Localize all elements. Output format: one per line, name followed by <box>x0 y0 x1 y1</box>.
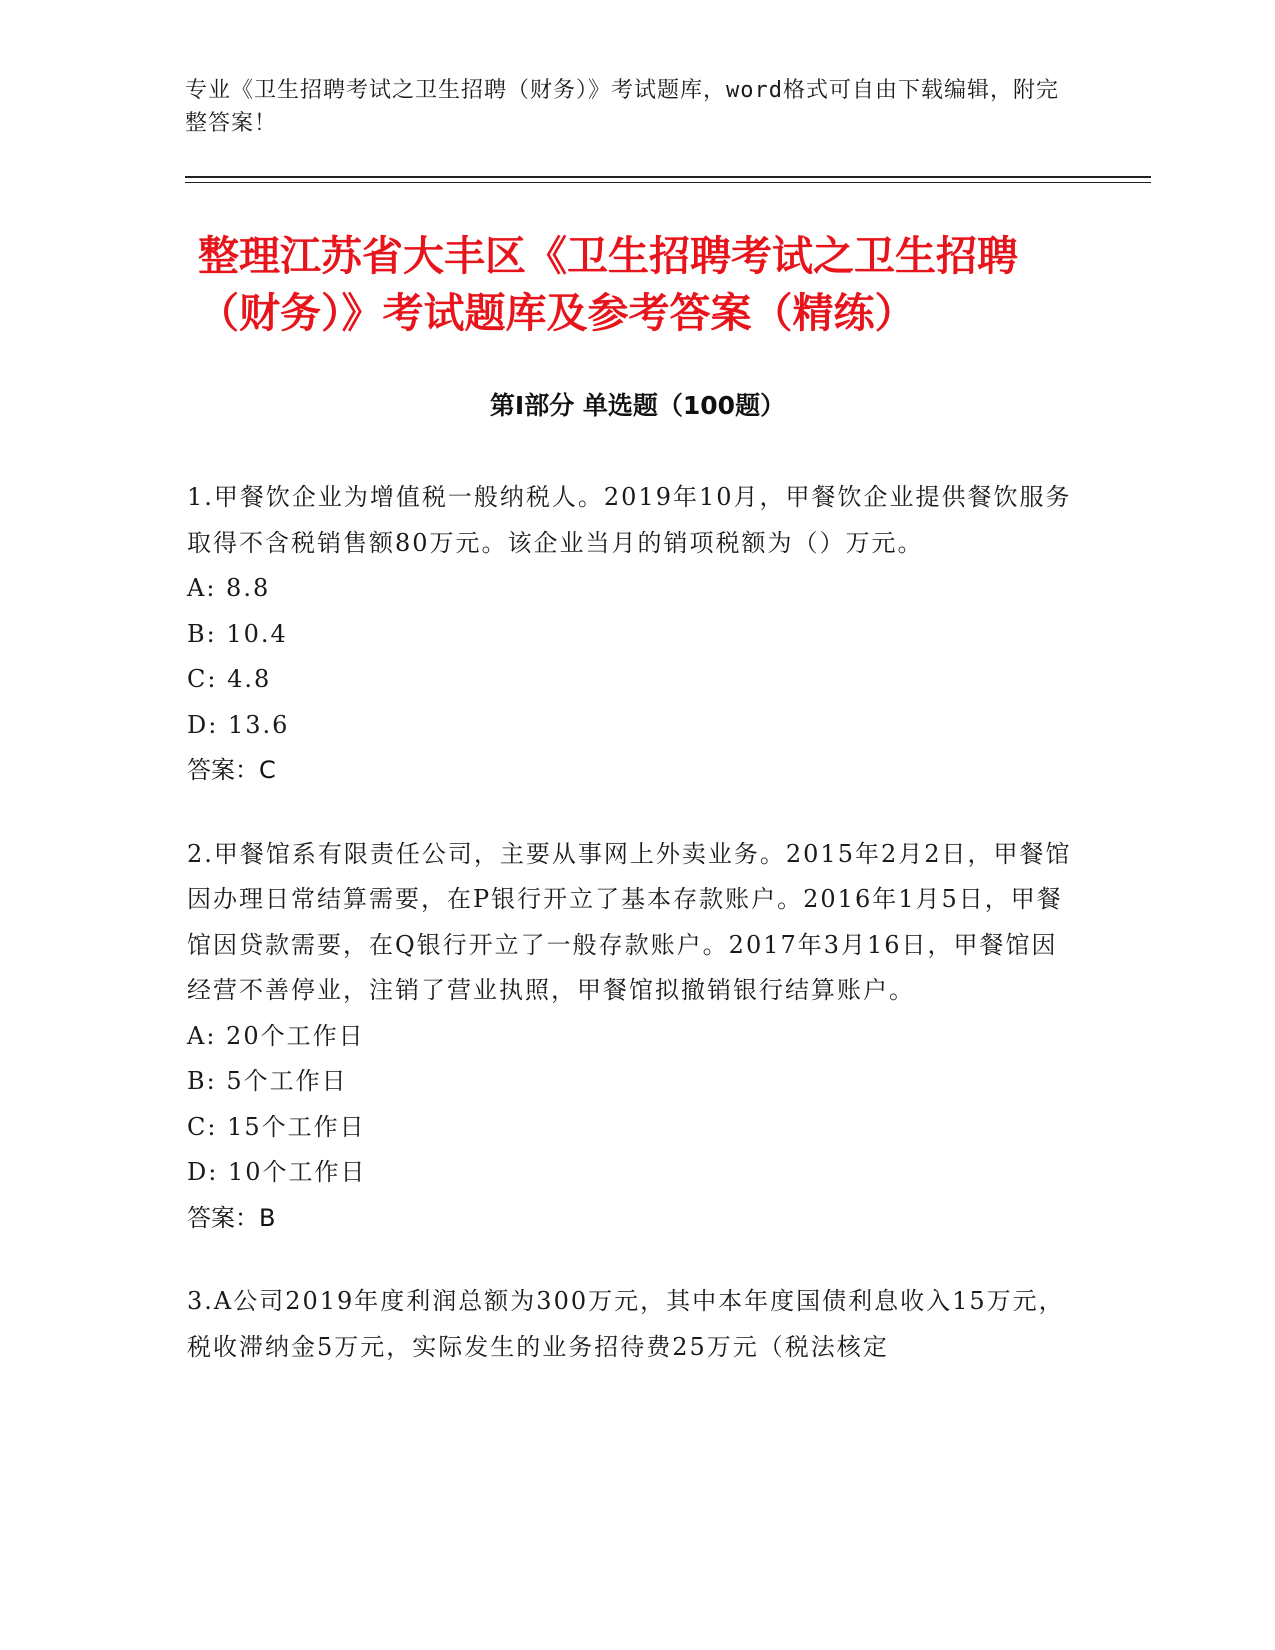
option-d: D: 10个工作日 <box>187 1158 367 1186</box>
answer-line: 答案：B <box>187 1203 276 1232</box>
question-stem: 2.甲餐馆系有限责任公司，主要从事网上外卖业务。2015年2月2日，甲餐馆因办理日常结算需要，在P银行开立了基本存款账户。2016年1月5日，甲餐馆因贷款需要，在Q银行开立了一般存款账户。2017年3月16日，甲餐馆因经营不善停业，注销了营业执照，甲餐馆拟撤销银行结算账户。 <box>187 839 1072 1004</box>
section-title: 第Ⅰ部分 单选题（100题） <box>489 391 786 420</box>
header-divider <box>185 176 1151 178</box>
question-list <box>187 475 1077 1408</box>
question-item <box>187 832 1077 1242</box>
option-c: C: 15个工作日 <box>187 1112 366 1141</box>
question-item <box>187 1279 1077 1370</box>
document-title: 整理江苏省大丰区《卫生招聘考试之卫生招聘（财务）》考试题库及参考答案（精练） <box>198 232 1018 337</box>
option-d: D: 13.6 <box>187 710 290 739</box>
header-divider-thin <box>185 182 1151 183</box>
option-a: A: 8.8 <box>187 574 271 602</box>
question-item <box>187 475 1077 794</box>
question-stem: 3.A公司2019年度利润总额为300万元，其中本年度国债利息收入15万元，税收滞纳金5万元，实际发生的业务招待费25万元（税法核定 <box>187 1287 1065 1361</box>
option-b: B: 5个工作日 <box>187 1067 348 1095</box>
header-note: 专业《卫生招聘考试之卫生招聘（财务）》考试题库，word格式可自由下载编辑，附完整答案！ <box>185 78 1059 136</box>
option-a: A: 20个工作日 <box>187 1021 365 1050</box>
answer-line: 答案：C <box>187 756 276 784</box>
option-c: C: 4.8 <box>187 665 272 693</box>
option-b: B: 10.4 <box>187 619 288 648</box>
question-stem: 1.甲餐饮企业为增值税一般纳税人。2019年10月，甲餐饮企业提供餐饮服务取得不含税销售额80万元。该企业当月的销项税额为（）万元。 <box>187 483 1072 557</box>
